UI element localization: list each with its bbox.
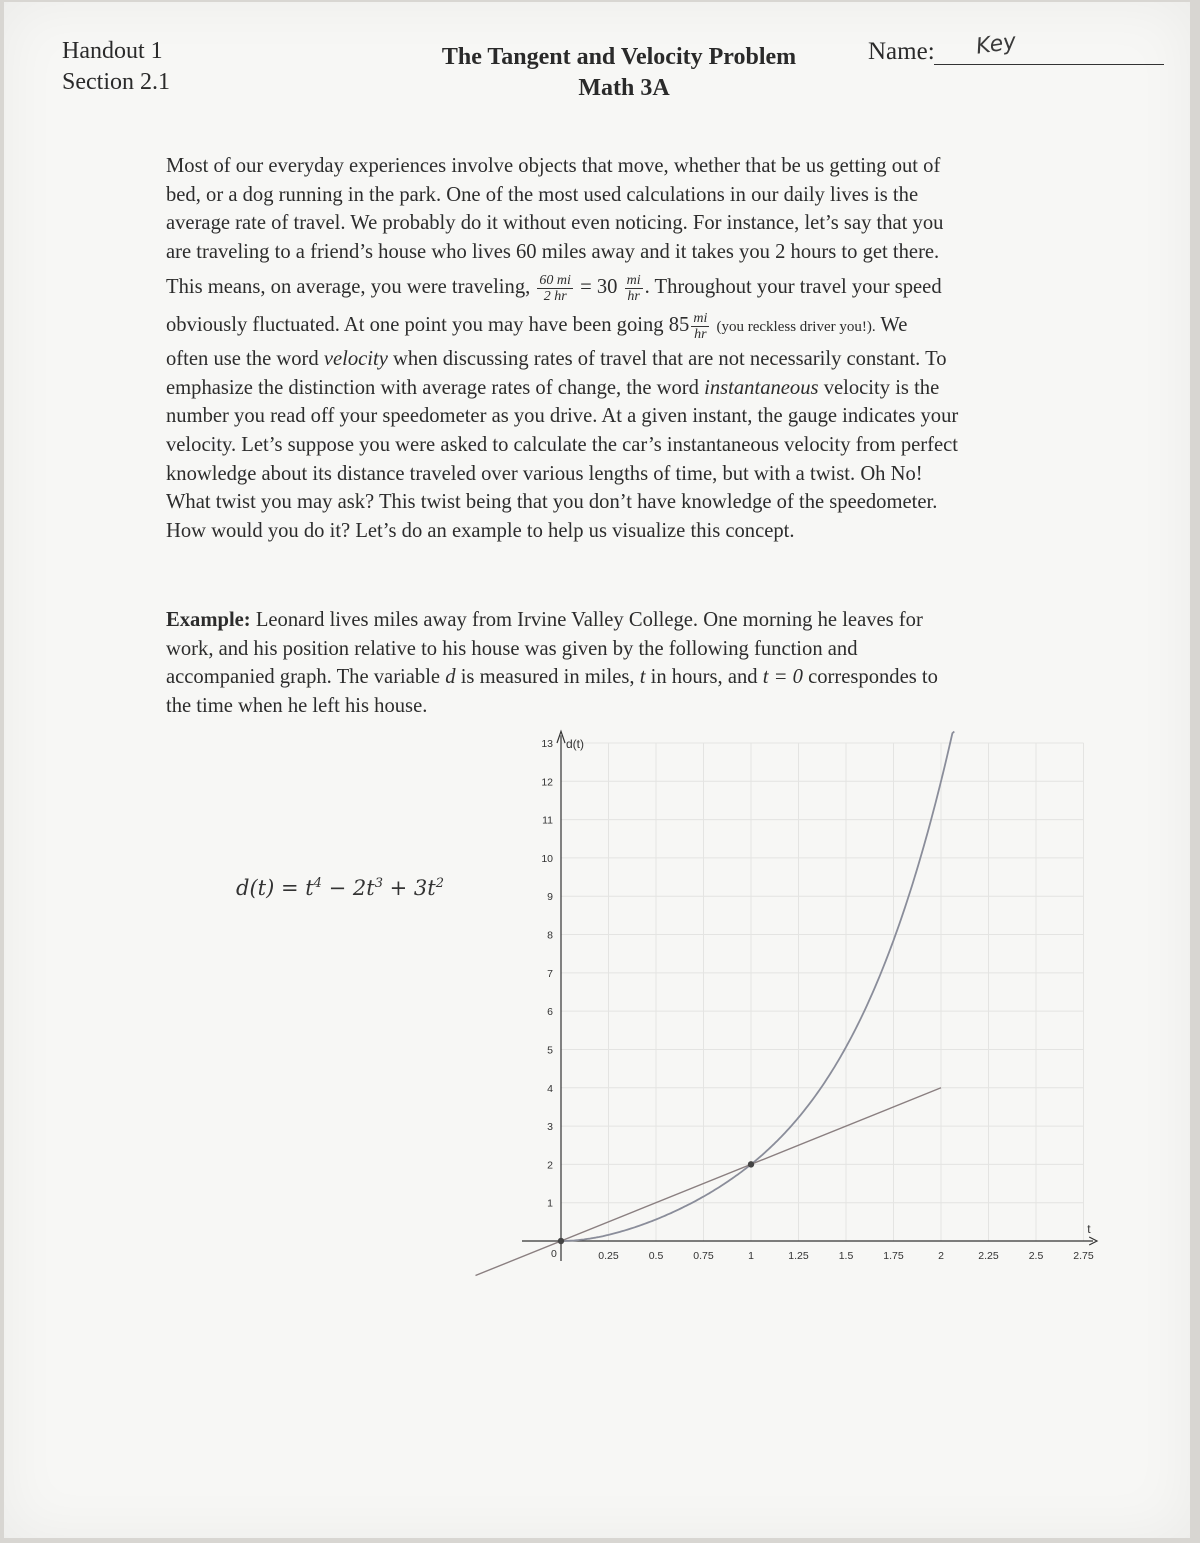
- x-tick-labels: [598, 1250, 1094, 1262]
- intro-line: number you read off your speedometer as you drive. At a given instant, the gauge indicates your: [166, 405, 959, 428]
- x-tick-label: 0.5: [648, 1250, 664, 1262]
- intro-line: bed, or a dog running in the park. One of the most used calculations in our daily lives is the: [166, 183, 919, 206]
- graph-grid: [561, 743, 1084, 1241]
- origin-label: 0: [551, 1248, 557, 1260]
- handout-number: Handout 1: [62, 38, 163, 64]
- page-title: The Tangent and Velocity Problem: [441, 44, 797, 70]
- y-tick-label: 1: [547, 1197, 553, 1210]
- y-axis-label: d(t): [566, 737, 584, 751]
- instantaneous-term: instantaneous: [704, 376, 819, 399]
- y-tick-label: 9: [547, 891, 553, 904]
- example-line: Example: Leonard lives miles away from Irvine Valley College. One morning he leaves for: [166, 609, 923, 631]
- intro-line: average rate of travel. We probably do it without even noticing. For instance, let’s say that you: [166, 212, 944, 235]
- x-tick-label: 1: [748, 1250, 754, 1262]
- fraction-mi-hr: $\frac{mi}{hr}$: [626, 272, 641, 304]
- example-line: accompanied graph. The variable d is measured in miles, t in hours, and t = 0 correspondes to: [166, 666, 938, 689]
- y-tick-label: 5: [547, 1044, 553, 1057]
- x-axis-label: t: [1087, 1222, 1091, 1236]
- intro-line: often use the word velocity when discussing rates of travel that are not necessarily constant. To: [166, 347, 947, 370]
- y-tick-label: 6: [547, 1006, 553, 1019]
- example-label: Example:: [166, 609, 251, 631]
- y-tick-label: 3: [547, 1121, 553, 1134]
- intro-line: knowledge about its distance traveled over various lengths of time, but with a twist. Oh No!: [166, 462, 923, 485]
- secant-line: [476, 1088, 942, 1276]
- name-label: Name:: [868, 38, 935, 65]
- fraction-mi-hr: $\frac{mi}{hr}$: [693, 310, 708, 342]
- x-tick-label: 1.25: [788, 1250, 809, 1262]
- y-tick-labels: [541, 738, 553, 1210]
- velocity-term: velocity: [323, 347, 388, 370]
- y-tick-label: 10: [541, 852, 553, 865]
- section-number: Section 2.1: [62, 69, 170, 95]
- x-tick-label: 0.75: [693, 1250, 714, 1262]
- graph-series: [476, 732, 955, 1276]
- x-tick-label: 1.5: [838, 1250, 854, 1262]
- intro-line: emphasize the distinction with average rates of change, the word instantaneous velocity is the: [166, 376, 940, 399]
- intro-line: are traveling to a friend’s house who lives 60 miles away and it takes you 2 hours to get there.: [166, 241, 940, 264]
- x-tick-label: 2.25: [978, 1250, 999, 1262]
- intro-line: This means, on average, you were traveling, $\frac{60 mi}{2 hr}$ = 30 $\frac{mi}{hr}$ . Throughout your travel your speed: [166, 272, 942, 304]
- y-tick-label: 4: [547, 1082, 553, 1095]
- x-tick-label: 1.75: [883, 1250, 904, 1262]
- course-name: Math 3A: [578, 75, 670, 101]
- distance-function: $d(t) = t^4 - 2t^3 + 3t^2$: [236, 876, 444, 900]
- x-tick-label: 2.75: [1073, 1250, 1094, 1262]
- intro-line: Most of our everyday experiences involve objects that move, whether that be us getting out of: [166, 155, 941, 177]
- worksheet-page: [4, 2, 1190, 1538]
- x-tick-label: 0.25: [598, 1250, 619, 1262]
- y-tick-label: 12: [541, 776, 553, 789]
- x-tick-label: 2.5: [1028, 1250, 1044, 1262]
- y-tick-label: 11: [542, 814, 553, 827]
- intro-line: How would you do it? Let’s do an example to help us visualize this concept.: [166, 520, 795, 543]
- fraction-60mi-2hr: $\frac{60 mi}{2 hr}$: [539, 272, 571, 304]
- y-tick-label: 7: [547, 967, 553, 980]
- distance-graph: [4, 2, 1190, 1538]
- y-tick-label: 8: [547, 929, 553, 942]
- x-tick-label: 2: [938, 1250, 944, 1262]
- intro-line: obviously fluctuated. At one point you may have been going 85 $\frac{mi}{hr}$ (you reckless driver you!). We: [166, 310, 908, 342]
- example-line: the time when he left his house.: [166, 695, 428, 718]
- y-tick-label: 2: [547, 1159, 553, 1172]
- graph-point: [558, 1238, 564, 1244]
- handwritten-name: Key: [974, 29, 1018, 60]
- y-tick-label: 13: [541, 738, 553, 750]
- intro-line: What twist you may ask? This twist being that you don’t have knowledge of the speedometer.: [166, 491, 938, 514]
- intro-line: velocity. Let’s suppose you were asked to calculate the car’s instantaneous velocity from perfect: [166, 433, 959, 456]
- example-line: work, and his position relative to his house was given by the following function and: [166, 637, 858, 660]
- graph-point: [748, 1161, 754, 1167]
